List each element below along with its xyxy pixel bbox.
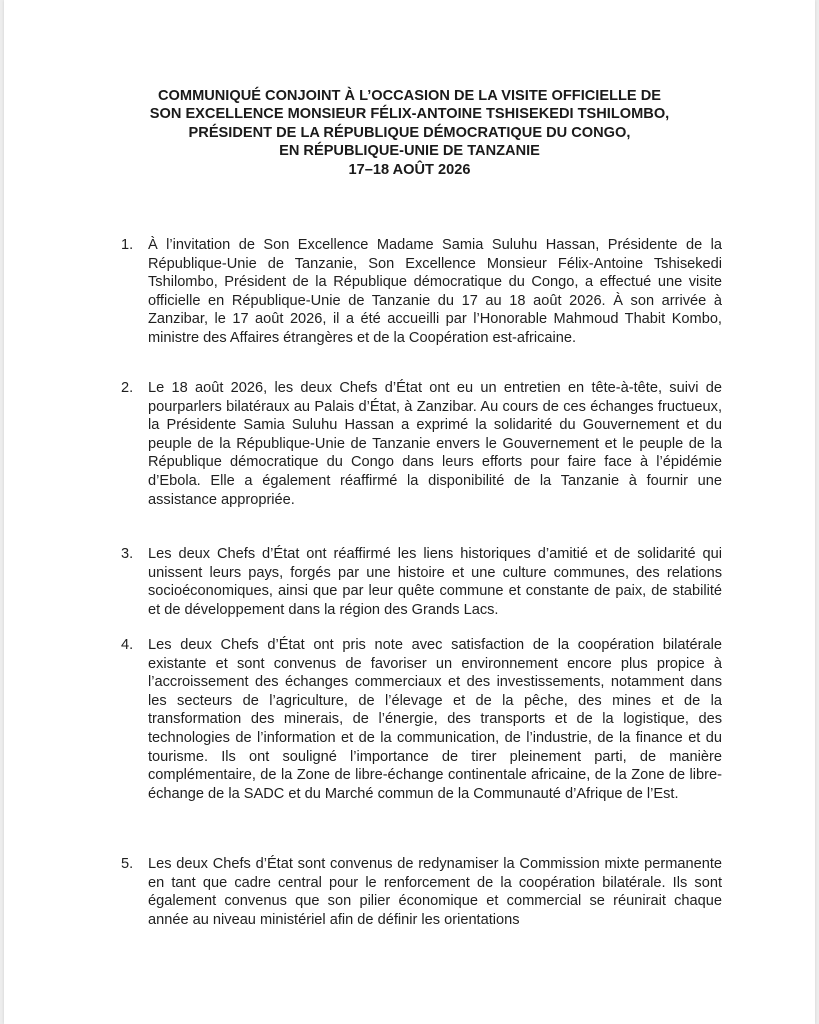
paragraph-2 (121, 379, 722, 509)
title-line: PRÉSIDENT DE LA RÉPUBLIQUE DÉMOCRATIQUE DU CONGO, (188, 124, 631, 141)
paragraph-text: Les deux Chefs d’État ont réaffirmé les liens historiques d’amitié et de solidarité qui unissent leurs pays, forgés par une histoire et une culture communes, des relations socioéconomiques, ainsi que par leur quête commune et constante de paix, de stabilité et de développement dans la région des Grands Lacs. (148, 546, 722, 618)
title-line: EN RÉPUBLIQUE-UNIE DE TANZANIE (279, 143, 540, 160)
title-line: SON EXCELLENCE MONSIEUR FÉLIX-ANTOINE TSHISEKEDI TSHILOMBO, (149, 106, 670, 123)
paragraph-number: 4. (121, 637, 134, 653)
paragraph-1 (121, 236, 722, 348)
paragraph-number: 2. (121, 380, 134, 396)
paragraph-text: À l’invitation de Son Excellence Madame Samia Suluhu Hassan, Présidente de la République-Unie de Tanzanie, Son Excellence Monsieur Félix-Antoine Tshisekedi Tshilombo, Président de la République démocratique du Congo, a effectué une visite officielle en République-Unie de Tanzanie du 17 au 18 août 2026. À son arrivée à Zanzibar, le 17 août 2026, il a été accueilli par l’Honorable Mahmoud Thabit Kombo, ministre des Affaires étrangères et de la Coopération est-africaine. (148, 237, 722, 346)
paragraph-3 (121, 545, 722, 619)
paragraph-5 (121, 855, 722, 929)
paragraph-number: 3. (121, 546, 134, 562)
paragraph-number: 5. (121, 856, 134, 872)
paragraph-text: Le 18 août 2026, les deux Chefs d’État ont eu un entretien en tête-à-tête, suivi de pourparlers bilatéraux au Palais d’État, à Zanzibar. Au cours de ces échanges fructueux, la Présidente Samia Suluhu Hassan a exprimé la solidarité du Gouvernement et du peuple de la République-Unie de Tanzanie envers le Gouvernement et le peuple de la République démocratique du Congo dans leurs efforts pour faire face à l’épidémie d’Ebola. Elle a également réaffirmé la disponibilité de la Tanzanie à fournir une assistance appropriée. (148, 380, 722, 508)
communique-title (0, 87, 819, 179)
paragraph-text: Les deux Chefs d’État ont pris note avec satisfaction de la coopération bilatérale existante et sont convenus de favoriser un environnement encore plus propice à l’accroissement des échanges commerciaux et des investissements, notamment dans les secteurs de l’agriculture, de l’élevage et de la pêche, des mines et de la transformation des minerais, de l’énergie, des transports et de la logistique, des technologies de l’information et de la communication, de l’industrie, de la finance et du tourisme. Ils ont souligné l’importance de tirer pleinement parti, de manière complémentaire, de la Zone de libre-échange continentale africaine, de la Zone de libre-échange de la SADC et du Marché commun de la Communauté d’Afrique de l’Est. (148, 637, 722, 802)
title-line: COMMUNIQUÉ CONJOINT À L’OCCASION DE LA VISITE OFFICIELLE DE (158, 88, 661, 104)
paragraph-number: 1. (121, 237, 134, 253)
title-date: 17–18 AOÛT 2026 (348, 161, 471, 178)
paragraph-text: Les deux Chefs d’État sont convenus de redynamiser la Commission mixte permanente en tant que cadre central pour le renforcement de la coopération bilatérale. Ils sont également convenus que son pilier économique et commercial se réunirait chaque année au niveau ministériel afin de définir les orientations (148, 856, 722, 928)
paragraph-4 (121, 636, 722, 803)
